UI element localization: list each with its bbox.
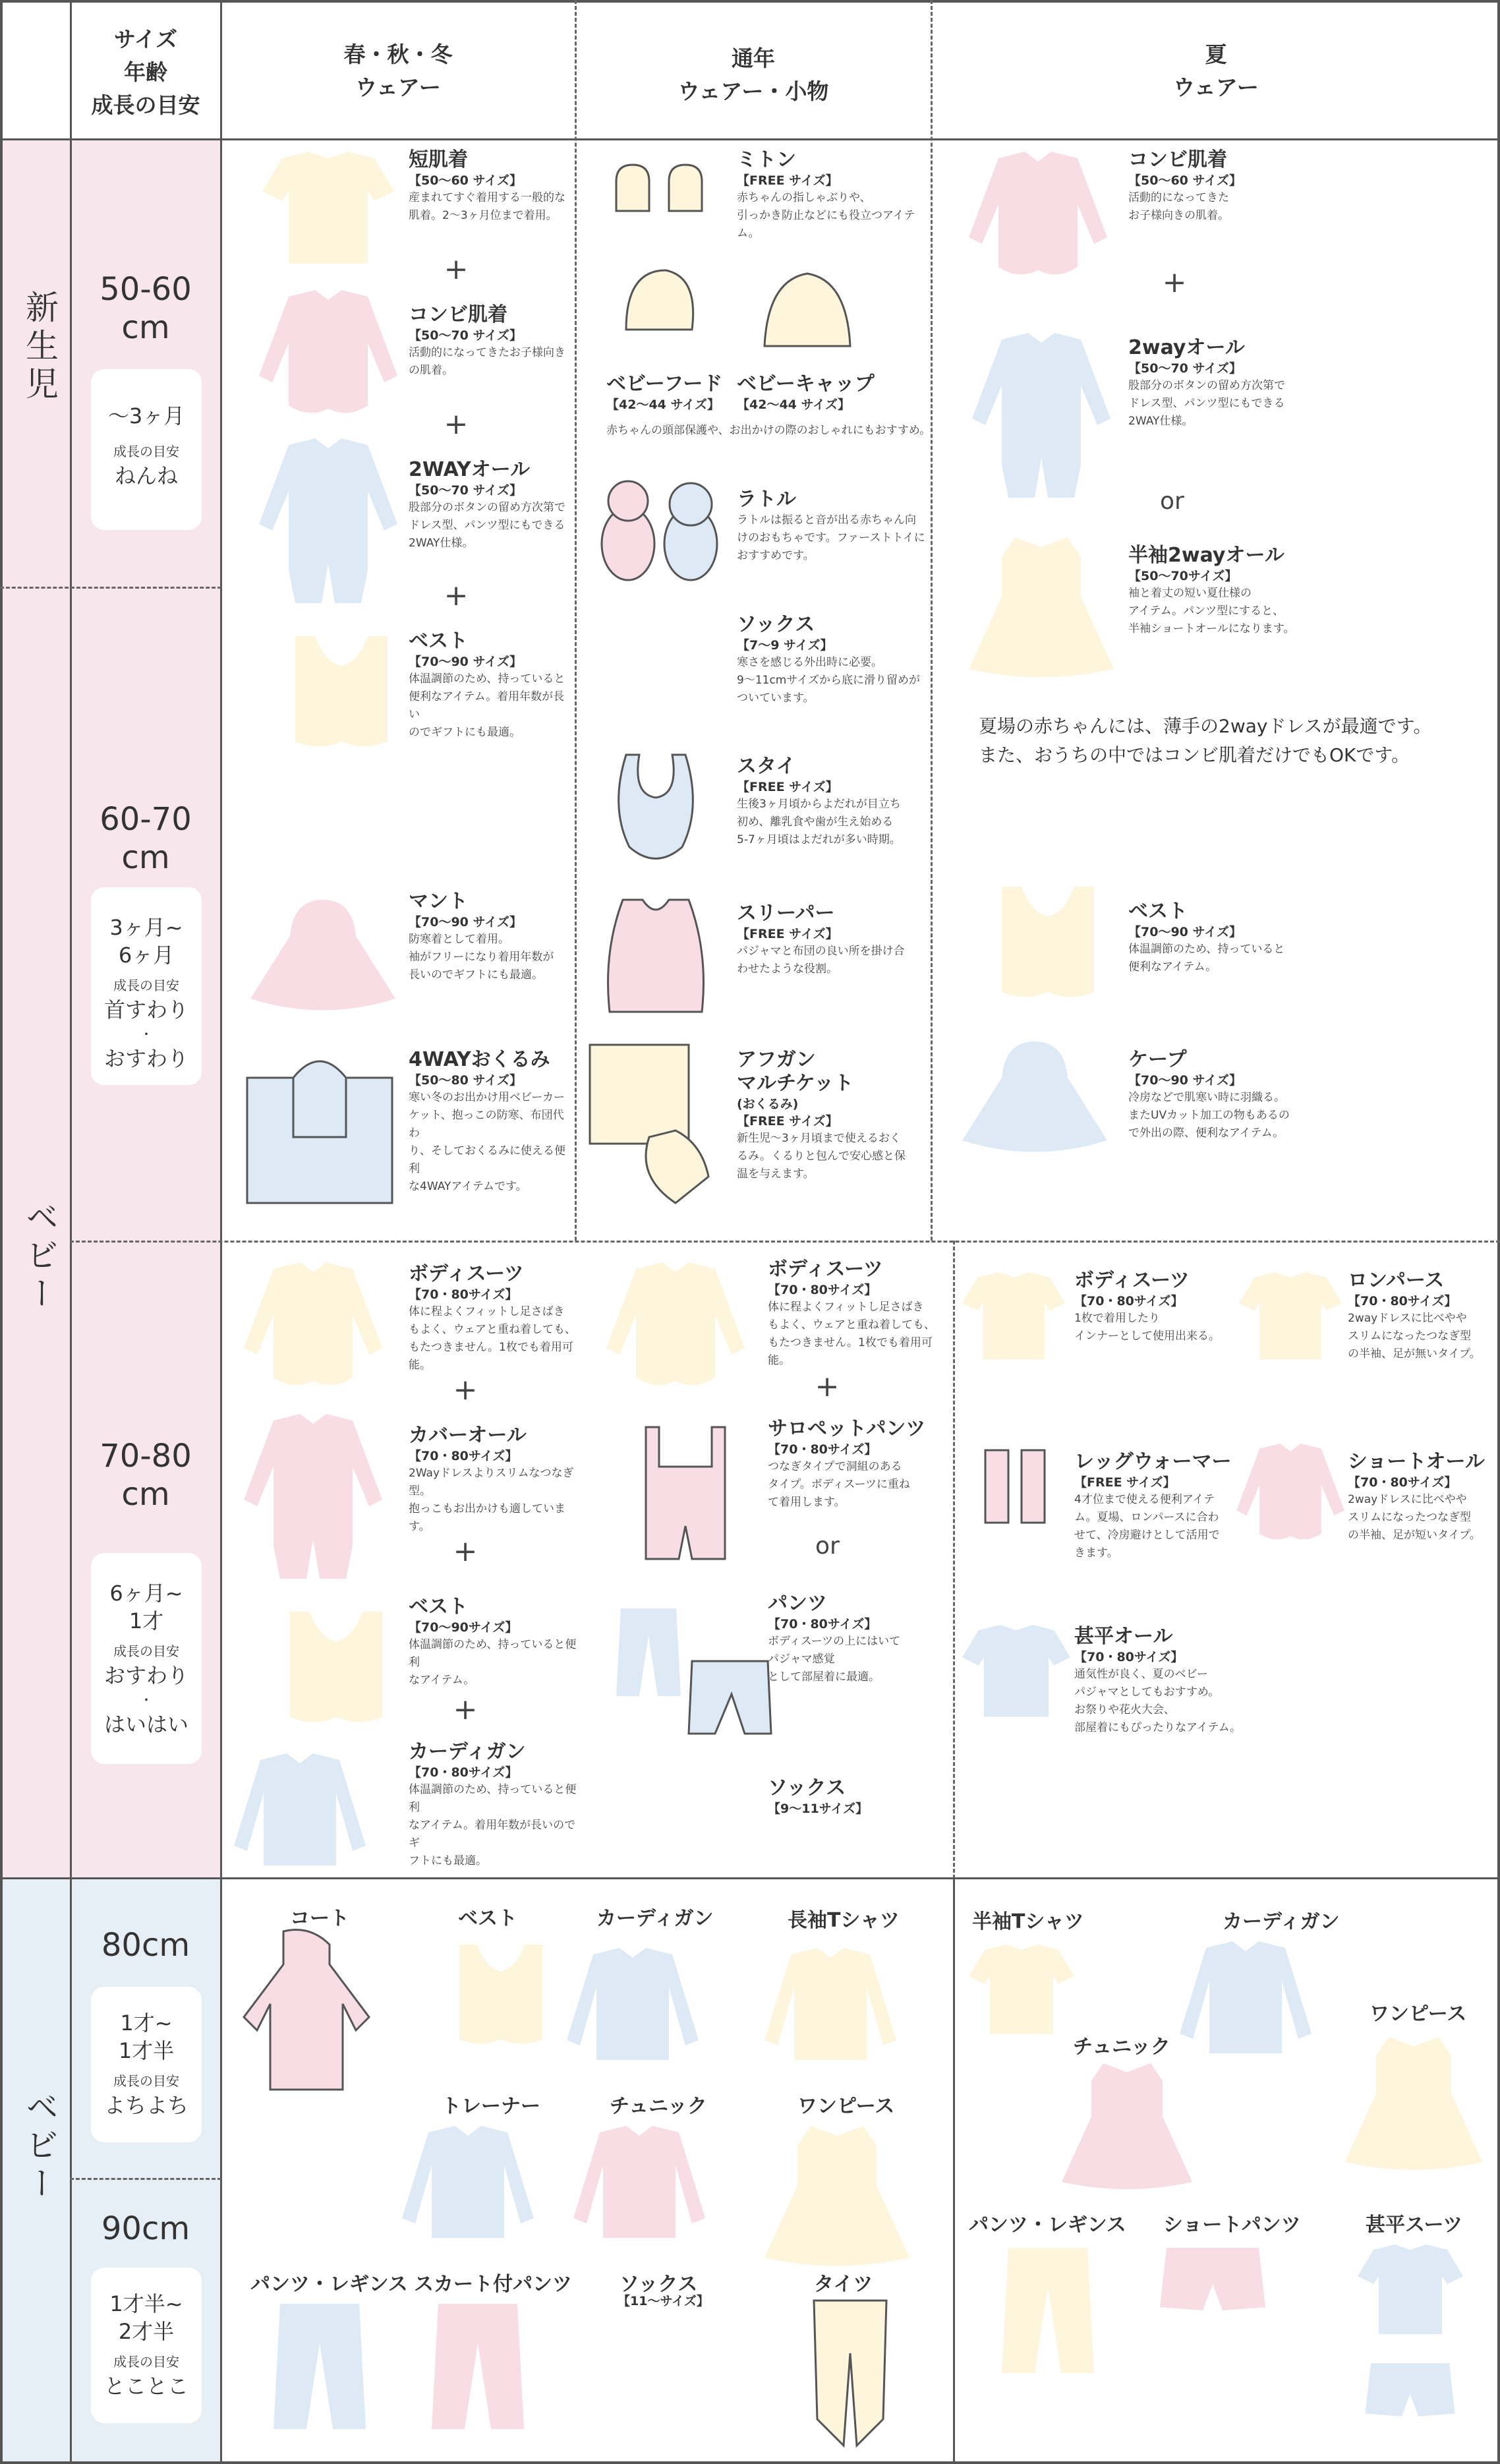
- baby-cap-icon: [761, 274, 853, 359]
- label-onepiece: ワンピース: [797, 2095, 895, 2118]
- tights-icon: [811, 2301, 896, 2452]
- item-bib: スタイ 【FREE サイズ】 生後3ヶ月頃からよだれが目立ち 初め、離乳食や歯が生え始める 5-7ヶ月頃はよだれが多い時期。: [737, 755, 901, 846]
- item-baby-cap: ベビーキャップ 【42～44 サイズ】: [737, 372, 875, 412]
- label-summer-leggings: パンツ・レギンス: [969, 2214, 1126, 2237]
- bodysuit-2-icon: [610, 1262, 755, 1394]
- summer-vest-icon: [982, 887, 1097, 1002]
- summer-tunic-icon: [1068, 2063, 1199, 2182]
- category-baby-2: ベビー: [20, 2090, 59, 2204]
- jinbei-suit-icon: [1358, 2244, 1476, 2449]
- category-divider: [70, 0, 72, 2464]
- summer-onepiece-icon: [1351, 2037, 1483, 2188]
- header-col3: 夏 ウェアー: [1173, 42, 1259, 100]
- item-okurumi: 4WAYおくるみ 【50～80 サイズ】 寒い冬のお出かけ用ベビーカー ケット、抱っこの防寒、布団代わ り、そしておくるみに使える便利 な4WAYアイテムです。: [409, 1048, 565, 1193]
- header-col2: 通年 ウェアー・小物: [678, 45, 829, 104]
- rompers-icon: [1239, 1272, 1344, 1391]
- label-tunic: チュニック: [610, 2095, 707, 2118]
- mittens-icon: [613, 165, 712, 224]
- row-divider-3: [70, 2178, 221, 2180]
- short-all-icon: [1239, 1444, 1344, 1575]
- label-summer-onepiece: ワンピース: [1370, 2003, 1467, 2026]
- item-vest-70: ベスト 【70～90サイズ】 体温調節のため、持っていると便利 なアイテム。: [409, 1595, 577, 1687]
- salopette-icon: [633, 1427, 738, 1572]
- item-leg-warmer: レッグウォーマー 【FREE サイズ】 4才位まで使える便利アイテ ム。夏場、ロンパースに合わ せて、冷房避けとして活用で きます。: [1074, 1450, 1232, 1560]
- label-skirt-pants: スカート付パンツ: [414, 2273, 572, 2296]
- row3-age-box: 6ヶ月~ 1才 成長の目安 おすわり ・ はいはい: [91, 1553, 202, 1764]
- row1-age-box: ～3ヶ月 成長の目安 ねんね: [91, 369, 202, 530]
- plus-5: +: [453, 1535, 478, 1568]
- col-divider-4: [953, 1877, 955, 2464]
- item-socks-70: ソックス 【9～11サイズ】: [768, 1776, 869, 1816]
- summer-leggings-icon: [1002, 2248, 1101, 2386]
- plus-summer-1: +: [1162, 266, 1187, 299]
- label-summer-tunic: チュニック: [1073, 2036, 1170, 2059]
- item-summer-short-twoway: 半袖2wayオール 【50～70サイズ】 袖と着丈の短い夏仕様の アイテム。パンツ型にすると、 半袖ショートオールになります。: [1128, 544, 1295, 635]
- vest-80-icon: [442, 1945, 547, 2057]
- label-coat: コート: [290, 1907, 349, 1930]
- hood-cap-desc: 赤ちゃんの頭部保護や、お出かけの際のおしゃれにもおすすめ。: [606, 424, 931, 437]
- item-rattle: ラトル ラトルは振ると音が出る赤ちゃん向 けのおもちゃです。ファーストトイに おすすめです。: [737, 488, 925, 562]
- header-col1: 春・秋・冬 ウェアー: [343, 42, 453, 100]
- bodysuit-icon: [247, 1262, 392, 1394]
- item-bodysuit: ボディスーツ 【70・80サイズ】 体に程よくフィットし足さばき もよく、ウェアと重ね着しても、 もたつきません。1枚でも着用可能。: [409, 1262, 576, 1372]
- summer-cape-icon: [969, 1041, 1114, 1160]
- item-short-underwear: 短肌着 【50～60 サイズ】 産まれてすぐ着用する一般的な 肌着。2～3ヶ月位まで着用。: [409, 148, 565, 222]
- item-afghan: アフガン マルチケット (おくるみ) 【FREE サイズ】 新生児～3ヶ月頃まで使えるおく るみ。くるりと包んで安心感と保 温を与えます。: [737, 1048, 906, 1181]
- item-sleeper: スリーパー 【FREE サイズ】 パジャマと布団の良い所を掛け合 わせたような役割。: [737, 902, 905, 976]
- afghan-icon: [590, 1045, 722, 1210]
- mantle-icon: [257, 900, 395, 1018]
- category-newborn: 新生児: [20, 290, 59, 405]
- plus-6: +: [453, 1693, 478, 1726]
- label-socks-80: ソックス: [620, 2273, 698, 2296]
- item-short-all: ショートオール 【70・80サイズ】 2wayドレスに比べやや スリムになったつなぎ型 の半袖、足が短いタイプ。: [1348, 1450, 1485, 1542]
- skirt-pants-icon: [432, 2304, 537, 2442]
- item-twoway-all: 2WAYオール 【50～70 サイズ】 股部分のボタンの留め方次第で ドレス型、パンツ型にもできる 2WAY仕様。: [409, 458, 565, 550]
- row2-age-box: 3ヶ月~ 6ヶ月 成長の目安 首すわり ・ おすわり: [91, 887, 202, 1085]
- row4-size: 80cm: [101, 1927, 190, 1964]
- summer-bodysuit-icon: [962, 1272, 1068, 1391]
- item-mantle: マント 【70～90 サイズ】 防寒着として着用。 袖がフリーになり着用年数が 長いのでギフトにも最適。: [409, 890, 554, 982]
- plus-4: +: [453, 1373, 478, 1407]
- item-mittens: ミトン 【FREE サイズ】 赤ちゃんの指しゃぶりや、 引っかき防止などにも役立つアイテム。: [737, 148, 915, 240]
- rattle-icon: [598, 471, 730, 583]
- section-divider: [0, 1877, 1500, 1879]
- or-70: or: [815, 1533, 840, 1560]
- col-divider-3: [953, 1241, 955, 1879]
- row4-age-box: 1才~ 1才半 成長の目安 よちよち: [91, 1987, 202, 2142]
- item-cardigan: カーディガン 【70・80サイズ】 体温調節のため、持っていると便利 なアイテム。着用年数が長いのでギ フトにも最適。: [409, 1740, 577, 1867]
- item-salopette: サロペットパンツ 【70・80サイズ】 つなぎタイプで洞組のある タイプ。ボディスーツに重ね て着用します。: [768, 1417, 926, 1509]
- row1-size: 50-60 cm: [100, 271, 192, 346]
- pants-leggings-icon: [274, 2304, 372, 2442]
- coverall-icon: [247, 1414, 392, 1585]
- row-divider-2: [70, 1241, 1500, 1243]
- label-vest-80: ベスト: [458, 1907, 517, 1930]
- item-bodysuit-2: ボディスーツ 【70・80サイズ】 体に程よくフィットし足さばき もよく、ウェアと重ね着しても、 もたつきません。1枚でも着用可能。: [768, 1258, 935, 1367]
- item-coverall: カバーオール 【70・80サイズ】 2Wayドレスよりスリムなつなぎ型。 抱っこもお出かけも適しています。: [409, 1424, 574, 1533]
- label-summer-tee: 半袖Tシャツ: [972, 1910, 1084, 1933]
- header-divider: [0, 138, 1500, 140]
- item-jinbei-all: 甚平オール 【70・80サイズ】 通気性が良く、夏のベビー パジャマとしてもおすすめ。 お祭りや花火大会、 部屋着にもぴったりなアイテム。: [1074, 1625, 1242, 1734]
- item-summer-twoway: 2wayオール 【50～70 サイズ】 股部分のボタンの留め方次第で ドレス型、パンツ型にもできる 2WAY仕様。: [1128, 336, 1285, 428]
- trainer-icon: [402, 2126, 547, 2238]
- col-divider-2: [931, 0, 933, 1241]
- label-pants-leggings: パンツ・レギンス: [250, 2273, 408, 2296]
- long-tee-icon: [764, 1948, 909, 2067]
- item-summer-bodysuit: ボディスーツ 【70・80サイズ】 1枚で着用したり インナーとして使用出来る。: [1074, 1269, 1220, 1343]
- header-size: サイズ 年齢 成長の目安: [91, 26, 200, 118]
- plus-2: +: [444, 407, 469, 441]
- coat-icon: [237, 1931, 382, 2096]
- item-combi-underwear: コンビ肌着 【50～70 サイズ】 活動的になってきたお子様向き の肌着。: [409, 303, 565, 377]
- baby-hood-icon: [620, 270, 699, 363]
- combi-underwear-icon: [262, 290, 401, 412]
- col-divider-1: [575, 0, 577, 1241]
- summer-combi-icon: [972, 152, 1111, 274]
- size-socks-80: 【11～サイズ】: [618, 2294, 709, 2308]
- summer-tee-icon: [969, 1945, 1081, 2043]
- row5-size: 90cm: [101, 2210, 190, 2247]
- label-cardigan-80: カーディガン: [596, 1907, 714, 1930]
- short-underwear-icon: [262, 152, 401, 267]
- label-tights: タイツ: [814, 2273, 873, 2296]
- row3-size: 70-80 cm: [100, 1438, 192, 1513]
- cardigan-icon: [234, 1753, 372, 1869]
- item-summer-combi: コンビ肌着 【50～60 サイズ】 活動的になってきた お子様向きの肌着。: [1128, 148, 1242, 222]
- item-rompers: ロンパース 【70・80サイズ】 2wayドレスに比べやや スリムになったつなぎ型 の半袖、足が無いタイプ。: [1348, 1269, 1481, 1361]
- plus-3: +: [444, 579, 469, 612]
- row2-size: 60-70 cm: [100, 801, 192, 876]
- cardigan-80-icon: [567, 1948, 712, 2067]
- item-socks: ソックス 【7～9 サイズ】 寒さを感じる外出時に必要。 9～11cmサイズから底に滑り留めが ついています。: [737, 613, 920, 705]
- label-long-tee: 長袖Tシャツ: [788, 1909, 900, 1932]
- bib-icon: [616, 755, 695, 864]
- vest-70-icon: [270, 1612, 386, 1727]
- pants-icon: [616, 1608, 781, 1747]
- okurumi-icon: [247, 1051, 405, 1213]
- summer-twoway-icon: [975, 333, 1114, 501]
- twoway-all-icon: [262, 438, 401, 606]
- item-summer-vest: ベスト 【70～90 サイズ】 体温調節のため、持っていると 便利なアイテム。: [1128, 900, 1285, 974]
- plus-7: +: [815, 1370, 840, 1403]
- summer-shortpants-icon: [1167, 2248, 1279, 2333]
- summer-note: 夏場の赤ちゃんには、薄手の2wayドレスが最適です。 また、おうちの中ではコンビ肌着だけでもOKです。: [979, 715, 1432, 766]
- plus-1: +: [444, 252, 469, 286]
- summer-cardigan-icon: [1180, 1941, 1325, 2060]
- item-vest: ベスト 【70～90 サイズ】 体温調節のため、持っていると 便利なアイテム。着用年数が長い のでギフトにも最適。: [409, 630, 565, 739]
- label-trainer: トレーナー: [442, 2095, 540, 2118]
- label-summer-cardigan: カーディガン: [1223, 1910, 1340, 1933]
- label-summer-shortpants: ショートパンツ: [1163, 2214, 1301, 2237]
- sleeper-icon: [603, 900, 708, 1018]
- socks-70-icon: [636, 1773, 728, 1846]
- jinbei-all-icon: [962, 1625, 1078, 1737]
- or-summer: or: [1160, 488, 1184, 515]
- label-jinbei-suit: 甚平スーツ: [1366, 2214, 1463, 2237]
- row-divider-1: [0, 587, 221, 589]
- item-baby-hood: ベビーフード 【42～44 サイズ】: [606, 372, 723, 412]
- leg-warmer-icon: [982, 1450, 1054, 1529]
- item-pants: パンツ 【70・80サイズ】 ボディスーツの上にはいて パジャマ感覚 として部屋着に最適。: [768, 1592, 901, 1684]
- size-divider: [220, 0, 222, 2464]
- tunic-icon: [573, 2126, 718, 2244]
- vest-icon: [275, 636, 391, 751]
- socks-80-icon: [616, 2347, 708, 2419]
- onepiece-icon: [771, 2126, 916, 2277]
- summer-short-twoway-icon: [975, 537, 1114, 692]
- socks-icon: [616, 620, 708, 686]
- category-baby-1: ベビー: [20, 1200, 59, 1314]
- row5-age-box: 1才半~ 2才半 成長の目安 とことこ: [91, 2268, 202, 2423]
- item-summer-cape: ケープ 【70～90 サイズ】 冷房などで肌寒い時に羽織る。 またUVカット加工の物もあるの で外出の際、便利なアイテム。: [1128, 1048, 1290, 1140]
